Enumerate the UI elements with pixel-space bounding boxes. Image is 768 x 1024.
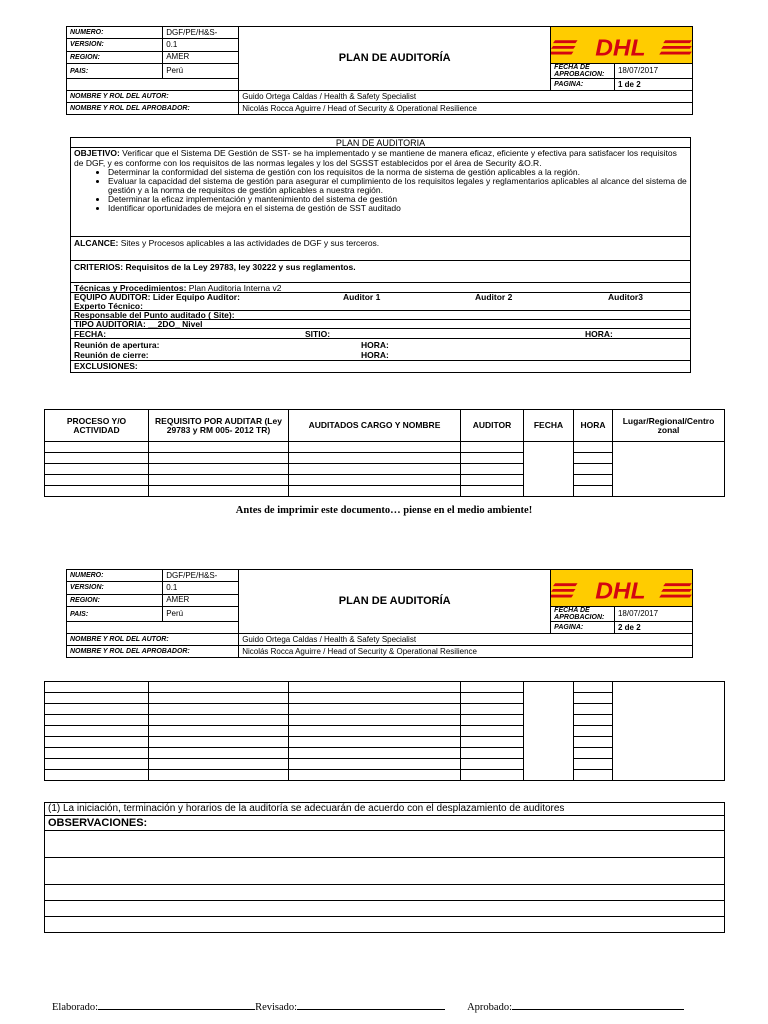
version-value: 0.1 — [163, 582, 239, 594]
criterios-section: CRITERIOS: Requisitos de la Ley 29783, ley 30222 y sus reglamentos. — [71, 261, 690, 283]
table-row — [45, 442, 725, 453]
equipo-label: EQUIPO AUDITOR: Lider Equipo Auditor: — [74, 292, 240, 302]
apertura-hora-label: HORA: — [361, 340, 389, 350]
alcance-label: ALCANCE: — [74, 238, 119, 248]
apertura-label: Reunión de apertura: — [74, 340, 160, 350]
dhl-logo-text: DHL — [595, 36, 646, 62]
aprobado-line[interactable] — [512, 999, 684, 1010]
tipo-auditoria-label: TIPO AUDITORIA: __2DO_ Nivel — [71, 320, 690, 329]
fecha-aprobacion-value: 18/07/2017 — [614, 607, 692, 622]
dhl-logo-icon — [551, 570, 692, 606]
alcance-value: Sites y Procesos aplicables a las actividades de DGF y sus terceros. — [118, 238, 380, 248]
dhl-logo-icon — [551, 27, 692, 63]
tecnicas-value: Plan Auditoria Interna v2 — [186, 283, 282, 293]
pagina-label: PAGINA: — [551, 79, 615, 91]
pagina-value: 1 de 2 — [614, 79, 692, 91]
observaciones-line[interactable] — [45, 901, 725, 917]
version-label: VERSION: — [67, 39, 163, 51]
fecha-row — [71, 329, 690, 339]
pais-value: Perú — [163, 64, 239, 79]
hora-label: HORA: — [585, 329, 613, 339]
observaciones-label: OBSERVACIONES: — [45, 816, 725, 831]
col-auditor: AUDITOR — [461, 410, 524, 442]
aprobador-label: NOMBRE Y ROL DEL APROBADOR: — [67, 646, 239, 658]
col-hora: HORA — [574, 410, 613, 442]
numero-label: NUMERO: — [67, 570, 163, 582]
region-value: AMER — [163, 51, 239, 63]
dhl-logo — [551, 570, 693, 607]
version-value: 0.1 — [163, 39, 239, 51]
col-requisito: REQUISITO POR AUDITAR (Ley 29783 y RM 005- 2012 TR) — [149, 410, 289, 442]
dhl-logo-text: DHL — [595, 579, 646, 605]
revisado-label: Revisado: — [255, 1002, 298, 1013]
col-lugar: Lugar/Regional/Centro zonal — [613, 410, 725, 442]
objetivo-label: OBJETIVO: — [74, 148, 120, 158]
col-auditados: AUDITADOS CARGO Y NOMBRE — [289, 410, 461, 442]
plan-title: PLAN DE AUDITORIA — [71, 138, 690, 148]
objetivos-list — [74, 168, 687, 213]
process-table-page1 — [44, 409, 725, 497]
aprobado-label: Aprobado: — [467, 1002, 512, 1013]
alcance-section — [71, 237, 690, 261]
process-table-page2 — [44, 681, 725, 781]
numero-value: DGF/PE/H&S- — [163, 570, 239, 582]
region-label: REGION: — [67, 51, 163, 63]
objetivo-section — [71, 148, 690, 237]
autor-value: Guido Ortega Caldas / Health & Safety Specialist — [239, 91, 693, 103]
pais-label: PAIS: — [67, 64, 163, 79]
auditoria-note: (1) La iniciación, terminación y horarios de la auditoría se adecuarán de acuerdo con el desplazamiento de auditores — [45, 803, 725, 816]
equipo-section — [71, 293, 690, 311]
environment-note: Antes de imprimir este documento… piense en el medio ambiente! — [235, 505, 533, 516]
observaciones-line[interactable] — [45, 858, 725, 885]
fecha-aprobacion-label: FECHA DE APROBACION: — [551, 64, 615, 79]
cierre-label: Reunión de cierre: — [74, 350, 149, 360]
experto-label: Experto Técnico: — [74, 301, 143, 311]
objetivo-item: • Identificar oportunidades de mejora en el sistema de gestión de SST auditado — [108, 204, 687, 213]
fecha-label: FECHA: — [74, 329, 107, 339]
aprobador-value: Nicolás Rocca Aguirre / Head of Security & Operational Resilience — [239, 103, 693, 115]
table-row — [45, 682, 725, 693]
document-title: PLAN DE AUDITORÍA — [239, 27, 551, 91]
dhl-logo — [551, 27, 693, 64]
elaborado-label: Elaborado: — [52, 1002, 99, 1013]
fecha-aprobacion-label: FECHA DE APROBACION: — [551, 607, 615, 622]
region-label: REGION: — [67, 594, 163, 606]
auditor1-label: Auditor 1 — [343, 292, 381, 302]
observaciones-line[interactable] — [45, 831, 725, 858]
region-value: AMER — [163, 594, 239, 606]
numero-label: NUMERO: — [67, 27, 163, 39]
header-table-page1 — [66, 26, 693, 115]
col-fecha: FECHA — [524, 410, 574, 442]
auditor3-label: Auditor3 — [608, 292, 643, 302]
document-title: PLAN DE AUDITORÍA — [239, 570, 551, 634]
reuniones-section — [71, 339, 690, 361]
aprobador-value: Nicolás Rocca Aguirre / Head of Security & Operational Resilience — [239, 646, 693, 658]
plan-box — [70, 137, 691, 373]
observaciones-line[interactable] — [45, 885, 725, 901]
observaciones-table — [44, 802, 725, 933]
tecnicas-label: Técnicas y Procedimientos: — [74, 283, 187, 293]
objetivo-item: • Determinar la eficaz implementación y mantenimiento del sistema de gestión — [108, 195, 687, 204]
objetivo-item: • Evaluar la capacidad del sistema de gestión para asegurar el cumplimiento de los requisitos legales y reglamentarios aplicables al alcance del sistema de gestión y a la norma de requisitos de gestión aplicables a nuestra región. — [108, 177, 687, 195]
aprobador-label: NOMBRE Y ROL DEL APROBADOR: — [67, 103, 239, 115]
objetivo-item: • Determinar la conformidad del sistema de gestión con los requisitos de la norma de sistema de gestión aplicables a la región. — [108, 168, 687, 177]
exclusiones-label: EXCLUSIONES: — [74, 361, 138, 371]
pais-label: PAIS: — [67, 607, 163, 622]
observaciones-line[interactable] — [45, 917, 725, 933]
header-table-page2 — [66, 569, 693, 658]
autor-value: Guido Ortega Caldas / Health & Safety Specialist — [239, 634, 693, 646]
elaborado-line[interactable] — [98, 999, 255, 1010]
signature-row — [52, 999, 702, 1013]
pais-value: Perú — [163, 607, 239, 622]
pagina-label: PAGINA: — [551, 622, 615, 634]
autor-label: NOMBRE Y ROL DEL AUTOR: — [67, 634, 239, 646]
col-proceso: PROCESO Y/O ACTIVIDAD — [45, 410, 149, 442]
fecha-aprobacion-value: 18/07/2017 — [614, 64, 692, 79]
auditor2-label: Auditor 2 — [475, 292, 513, 302]
version-label: VERSION: — [67, 582, 163, 594]
sitio-label: SITIO: — [305, 329, 331, 339]
autor-label: NOMBRE Y ROL DEL AUTOR: — [67, 91, 239, 103]
cierre-hora-label: HORA: — [361, 350, 389, 360]
objetivo-text: Verificar que el Sistema DE Gestión de SST- se ha implementado y se mantiene de manera eficaz, eficiente y efectiva para satisfacer los requisitos de DGF, y es conforme con los requisitos de las normas legales y los del SGSST establecidos por el área de Security &O.R. — [74, 148, 677, 168]
numero-value: DGF/PE/H&S- — [163, 27, 239, 39]
responsable-label: Responsable del Punto auditado ( Site): — [71, 311, 690, 320]
pagina-value: 2 de 2 — [614, 622, 692, 634]
revisado-line[interactable] — [297, 999, 445, 1010]
